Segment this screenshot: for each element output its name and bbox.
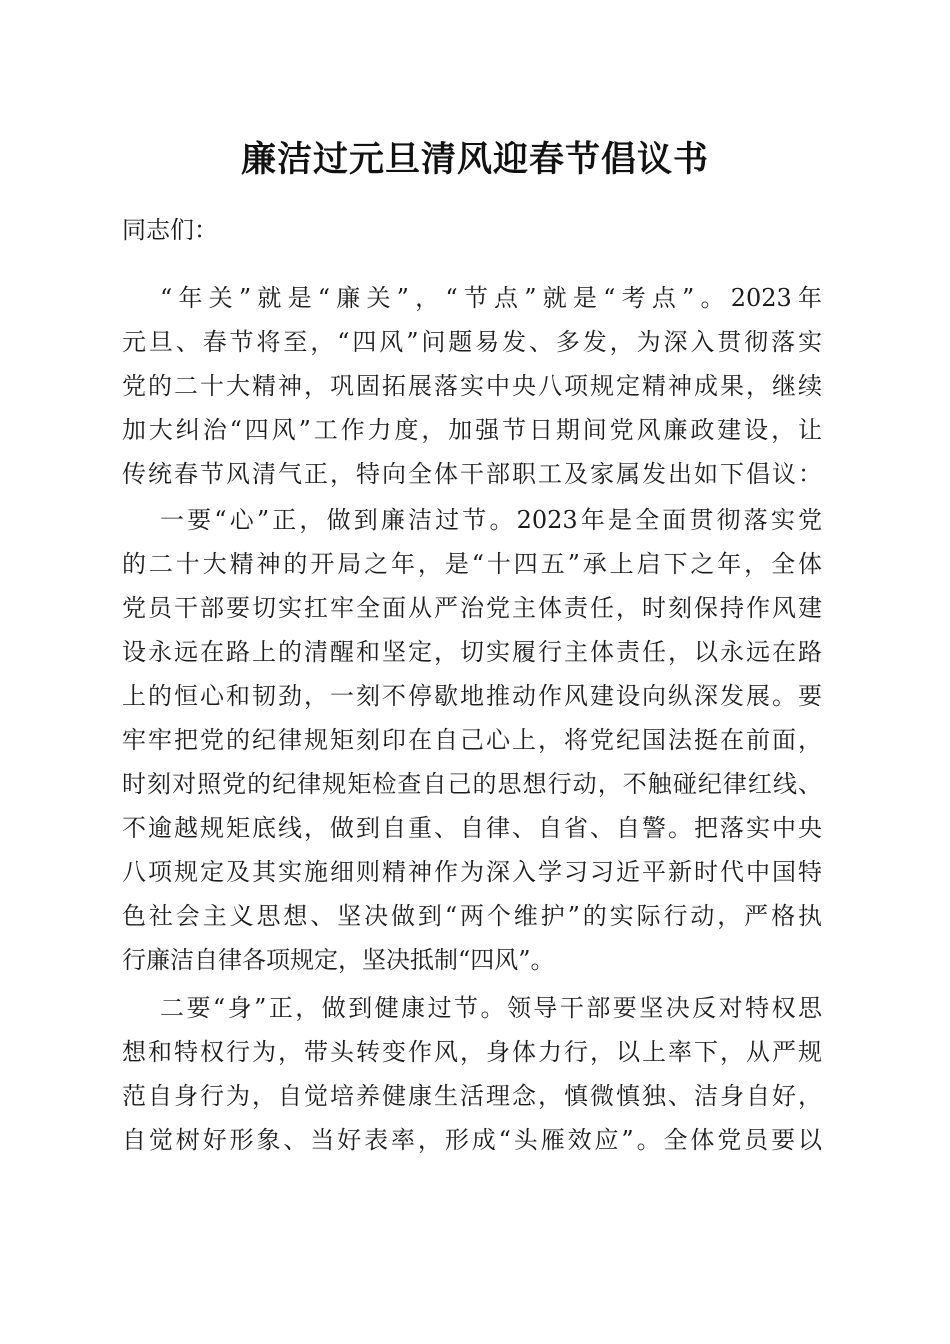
paragraph-line: 党员干部要切实扛牢全面从严治党主体责任，时刻保持作风建 (122, 594, 822, 622)
paragraph-line: 牢牢把党的纪律规矩刻印在自己心上，将党纪国法挺在前面， (122, 726, 822, 754)
paragraph-line: 设永远在路上的清醒和坚定，切实履行主体责任，以永远在路 (122, 638, 822, 666)
paragraph-line: 一要“心”正，做到廉洁过节。2023年是全面贯彻落实党 (160, 506, 822, 534)
paragraph-line: “年关”就是“廉关”，“节点”就是“考点”。2023年 (160, 284, 822, 312)
paragraph-line: 自觉树好形象、当好表率，形成“头雁效应”。全体党员要以 (122, 1126, 822, 1154)
paragraph-line: 的二十大精神的开局之年，是“十四五”承上启下之年，全体 (122, 550, 822, 578)
paragraph-line: 范自身行为，自觉培养健康生活理念，慎微慎独、洁身自好， (122, 1082, 822, 1110)
paragraph-line: 色社会主义思想、坚决做到“两个维护”的实际行动，严格执 (122, 902, 822, 930)
paragraph-line: 传统春节风清气正，特向全体干部职工及家属发出如下倡议： (122, 460, 822, 488)
paragraph-line: 时刻对照党的纪律规矩检查自己的思想行动，不触碰纪律红线、 (122, 770, 822, 798)
paragraph-line: 上的恒心和韧劲，一刻不停歇地推动作风建设向纵深发展。要 (122, 682, 822, 710)
paragraph-line: 行廉洁自律各项规定，坚决抵制“四风”。 (122, 946, 555, 974)
paragraph-line: 加大纠治“四风”工作力度，加强节日期间党风廉政建设，让 (122, 416, 822, 444)
greeting: 同志们： (122, 216, 218, 244)
paragraph-line: 二要“身”正，做到健康过节。领导干部要坚决反对特权思 (160, 994, 822, 1022)
paragraph-line: 想和特权行为，带头转变作风，身体力行，以上率下，从严规 (122, 1038, 822, 1066)
paragraph-line: 元旦、春节将至，“四风”问题易发、多发，为深入贯彻落实 (122, 328, 822, 356)
document-title: 廉洁过元旦清风迎春节倡议书 (240, 139, 709, 180)
paragraph-line: 党的二十大精神，巩固拓展落实中央八项规定精神成果，继续 (122, 372, 822, 400)
paragraph-line: 不逾越规矩底线，做到自重、自律、自省、自警。把落实中央 (122, 814, 822, 842)
paragraph-line: 八项规定及其实施细则精神作为深入学习习近平新时代中国特 (122, 858, 822, 886)
